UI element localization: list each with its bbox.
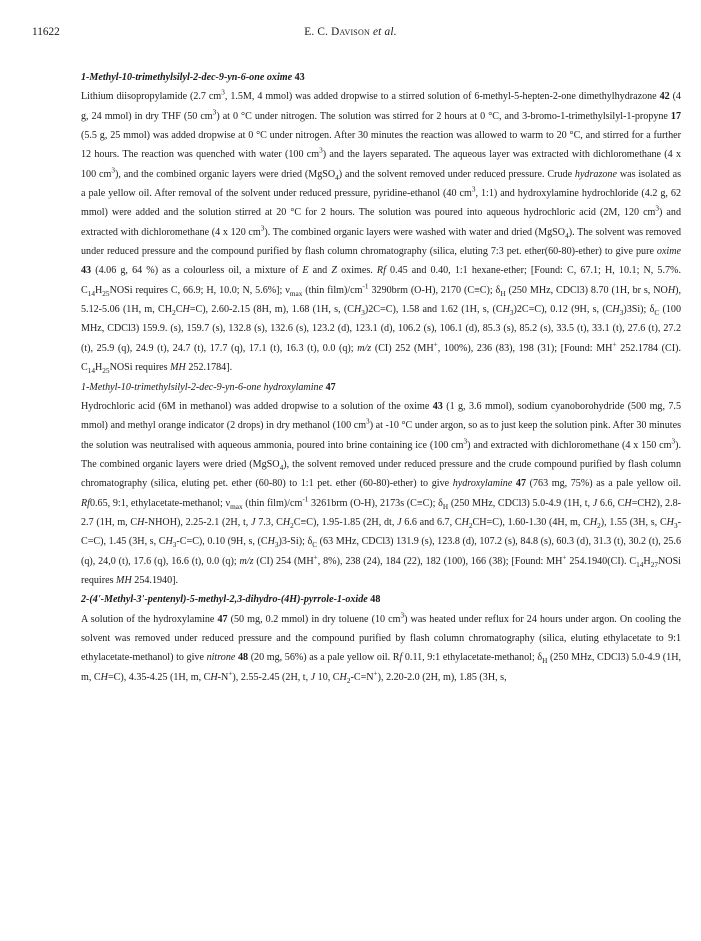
compound-48-heading xyxy=(81,590,681,609)
text-run: (63 MHz, CDCl3) 131.9 (s), 123.8 (d), 107.2 (s), 84.8 (s), 60.3 (d), 31.3 (t), 30.2 (t), 25.6 (q), 24,0 (t), 17.6 (q), 16.6 (t), 0.0 (q); xyxy=(81,536,681,567)
text-run: 3 xyxy=(463,437,468,446)
text-run: H xyxy=(612,304,620,316)
text-run: 3 xyxy=(111,166,115,175)
text-run: (5.5 g, 25 mmol) was added dropwise at 0 °C under nitrogen. After 30 minutes the reaction was allowed to warm to 20 °C, and stirred for a further 12 hours. The reaction was quenched with water (100 cm xyxy=(81,130,681,161)
text-run: 4 xyxy=(335,173,339,182)
text-run: H xyxy=(182,304,190,316)
text-run: MH xyxy=(170,362,186,374)
text-run: + xyxy=(433,340,438,349)
text-run: m/z xyxy=(239,555,254,567)
text-run: 47 xyxy=(515,478,527,490)
text-run: E xyxy=(302,265,309,277)
text-run: 3 xyxy=(221,88,225,97)
text-run: 6.6, C xyxy=(597,497,625,509)
text-run: J xyxy=(251,516,256,528)
text-run: 25 xyxy=(102,367,110,376)
text-run: 0.65, 9:1, ethylacetate-methanol; ν xyxy=(89,497,231,509)
text-run: 3 xyxy=(366,417,370,426)
text-run: oxime xyxy=(656,246,681,258)
text-run: 6.6 and 6.7, C xyxy=(401,516,462,528)
text-run: and xyxy=(308,265,332,277)
text-run: H xyxy=(95,362,103,374)
text-run: 3 xyxy=(673,521,678,530)
text-run: C xyxy=(312,541,318,550)
text-run: 2 xyxy=(468,521,473,530)
text-run: max xyxy=(230,502,243,511)
text-run: -1 xyxy=(362,282,369,291)
text-run: hydroxylamine xyxy=(452,478,513,490)
text-run: oximes. xyxy=(336,265,377,277)
text-run: -C=C), 1.45 (3H, s, C xyxy=(81,516,681,548)
text-run: 1-Methyl-10-trimethylsilyl-2-dec-9-yn-6-one hydroxylamine xyxy=(81,381,326,393)
text-run: (20 mg, 56%) as a pale yellow oil. R xyxy=(248,652,400,664)
text-run: 3 xyxy=(319,147,323,156)
compound-43-procedure xyxy=(81,87,681,377)
text-run: )3-Si); δ xyxy=(278,536,313,548)
text-run: C xyxy=(175,304,183,316)
text-run: Z xyxy=(331,265,337,277)
text-run: 3 xyxy=(212,108,217,117)
text-run: NOSi requires C, 66.9; H, 10.0; N, 5.6%]; ν xyxy=(109,284,290,296)
text-run: + xyxy=(562,553,567,562)
text-run: (CI) 252 (MH xyxy=(371,342,434,354)
text-run: 25 xyxy=(102,289,110,298)
text-run: nitrone xyxy=(206,652,236,664)
text-run: 43 xyxy=(432,400,443,412)
text-run: (4 g, 24 mmol) in dry THF (50 cm xyxy=(81,91,681,122)
text-run: 10, C xyxy=(315,671,340,683)
text-run: )3Si); δ xyxy=(623,304,655,316)
text-run: ) was heated under reflux for 24 hours under argon. On cooling the solvent was removed under reduced pressure and the compound purified by flash column chromatography (silica, eluting ethylacetate to 9:1 ethylacetate-methanol) to give xyxy=(81,613,681,664)
text-run: H xyxy=(442,502,449,511)
text-run: -N xyxy=(217,671,229,683)
text-run: 252.1784]. xyxy=(185,362,233,374)
text-run: ). The solvent was removed under reduced pressure and the compound purified by flash column chromatography (silica, eluting 7:3 pet. ether(60-80)-ether) to give pure xyxy=(81,226,681,258)
text-run: 3 xyxy=(471,185,476,194)
text-run: MH xyxy=(116,574,132,586)
text-run: H xyxy=(502,304,510,316)
text-run: )2C=C), 0.12 (9H, s, (C xyxy=(513,304,613,316)
text-run: 4 xyxy=(279,463,284,472)
text-run: =C), 4.35-4.25 (1H, m, C xyxy=(107,671,211,683)
text-run: ). The combined organic layers were washed with water and dried (MgSO xyxy=(264,226,566,238)
text-run: (250 MHz, CDCl3) 8.70 (1H, br s, NO xyxy=(505,284,668,296)
text-run: 7.3, C xyxy=(255,516,283,528)
text-run: H xyxy=(589,516,598,528)
text-run: C≡C), 1.95-1.85 (2H, dt, xyxy=(293,516,398,528)
text-run: H xyxy=(210,671,218,683)
text-run: + xyxy=(313,553,318,562)
text-run: H xyxy=(643,555,651,567)
text-run: 252.1784 (CI). C xyxy=(81,342,681,374)
text-run: ) and extracted with dichloromethane (4 x 120 cm xyxy=(81,207,681,238)
text-run: 43 xyxy=(294,72,305,83)
text-run: 3 xyxy=(361,309,365,318)
text-run: 2 xyxy=(290,521,294,530)
text-run: , 8%), 238 (24), 184 (22), 182 (100), 166 (38); [Found: MH xyxy=(317,555,563,567)
text-run: H xyxy=(353,304,362,316)
text-run: ), 2.55-2.45 (2H, t, xyxy=(232,671,311,683)
text-run: + xyxy=(612,340,617,349)
text-run: 48 xyxy=(370,594,381,606)
text-run: 3261brm (O-H), 2173s (C≡C); δ xyxy=(308,497,443,509)
text-run: 2 xyxy=(172,309,176,318)
text-run: H xyxy=(461,516,469,528)
text-run: 3 xyxy=(172,541,177,550)
text-run: ). The combined organic layers were dried (MgSO xyxy=(81,439,681,470)
text-run: (250 MHz, CDCl3) 5.0-4.9 (1H, m, C xyxy=(81,652,682,683)
text-run: =CH2), 2.8-2.7 (1H, m, C xyxy=(81,497,681,528)
text-run: 47 xyxy=(217,613,228,625)
text-run: (CI) 254 (MH xyxy=(253,555,314,567)
text-run: , 1.5M, 4 mmol) was added dropwise to a stirred solution of 6-methyl-5-hepten-2-one dimethylhydrazone xyxy=(224,91,660,103)
text-run: 0.11, 9:1 ethylacetate-methanol; δ xyxy=(402,652,543,664)
text-run: + xyxy=(228,669,233,678)
text-run: H xyxy=(667,284,676,296)
text-run: ), 2.20-2.0 (2H, m), 1.85 (3H, s, xyxy=(377,671,507,683)
text-run: A solution of the hydroxylamine xyxy=(81,613,218,625)
text-run: ) and the layers separated. The aqueous layer was extracted with dichloromethane (4 x 100 cm xyxy=(81,149,681,180)
text-run: (250 MHz, CDCl3) 5.0-4.9 (1H, t, xyxy=(448,497,593,509)
text-run: ), 5.12-5.06 (1H, m, CH xyxy=(81,284,681,316)
page-number: 11622 xyxy=(32,26,60,38)
text-run: (thin film)/cm xyxy=(242,497,303,509)
text-run: 27 xyxy=(650,560,658,569)
text-run: 254.1940]. xyxy=(131,574,179,586)
text-run: J xyxy=(397,516,402,528)
compound-43-heading xyxy=(81,68,681,87)
text-run: was isolated as a pale yellow oil. After removal of the solvent under reduced pressure, pyridine-ethanol (40 cm xyxy=(81,168,682,200)
text-run: 4 xyxy=(565,231,569,240)
text-run: 47 xyxy=(325,381,336,393)
text-run: H xyxy=(95,284,103,296)
text-run: ), and the combined organic layers were dried (MgSO xyxy=(114,168,336,180)
text-run: H xyxy=(165,536,173,548)
text-run: m/z xyxy=(357,342,372,354)
text-run: 3 xyxy=(619,309,624,318)
text-run: 2 xyxy=(597,521,601,530)
text-run: 14 xyxy=(87,289,95,298)
text-run: H xyxy=(624,497,632,509)
text-run: H xyxy=(542,657,548,666)
text-run: + xyxy=(373,669,378,678)
text-run: ), 1.55 (3H, s, C xyxy=(600,516,667,528)
text-run: H xyxy=(100,671,108,683)
text-run: 3 xyxy=(655,205,660,214)
text-run: ), the solvent removed under reduced pressure and the crude compound purified by flash column chromatography (silica, eluting pet. ether (60-80) to 1:1 pet. ether (60-80)-ether) to give xyxy=(81,458,681,490)
text-run: Rf xyxy=(376,265,386,277)
running-header-author: E. C. Davison xyxy=(304,26,370,38)
experimental-text xyxy=(81,68,681,687)
text-run: 3290brm (O-H), 2170 (C≡C); δ xyxy=(368,284,501,296)
text-run: 3 xyxy=(671,437,676,446)
text-run: max xyxy=(289,289,303,298)
text-run: C xyxy=(654,309,660,318)
text-run: 2 xyxy=(346,676,351,685)
text-run: 14 xyxy=(87,367,95,376)
text-run: 14 xyxy=(636,560,644,569)
compound-47-heading xyxy=(81,378,681,397)
compound-47-procedure xyxy=(81,397,681,590)
text-run: f xyxy=(399,652,403,664)
text-run: ) at -10 °C under argon, so as to just keep the solution pink. After 30 minutes the solution was neutralised with aqueous ammonia, poured into brine containing ice (100 cm xyxy=(81,420,681,451)
text-run: Lithium diisopropylamide (2.7 cm xyxy=(81,91,222,103)
text-run: H xyxy=(339,671,347,683)
text-run: 43 xyxy=(81,265,92,277)
text-run: (4.06 g, 64 %) as a colourless oil, a mixture of xyxy=(91,265,303,277)
text-run: H xyxy=(500,289,506,298)
text-run: )2C=C), 1.58 and 1.62 (1H, s, (C xyxy=(364,304,503,316)
text-run: Hydrochloric acid (6M in methanol) was added dropwise to a solution of the oxime xyxy=(81,400,433,412)
text-run: 3 xyxy=(509,309,514,318)
text-run: 254.1940(CI). C xyxy=(566,555,637,567)
text-run: -1 xyxy=(302,495,309,504)
text-run: H xyxy=(282,516,291,528)
text-run: J xyxy=(310,671,316,683)
compound-48-procedure xyxy=(81,610,681,687)
text-run: hydrazone xyxy=(574,168,617,180)
text-run: NOSi requires xyxy=(81,555,681,586)
text-run: -NHOH), 2.25-2.1 (2H, t, xyxy=(144,516,252,528)
text-run: (thin film)/cm xyxy=(302,284,363,296)
text-run: ) and extracted with dichloromethane (4 x 150 cm xyxy=(467,439,672,451)
text-run: =C), 2.60-2.15 (8H, m), 1.68 (1H, s, (C xyxy=(189,304,354,316)
text-run: ) at 0 °C under nitrogen. The solution was stirred for 2 hours at 0 °C, and 3-bromo-1-trimethylsilyl-1-propyne xyxy=(216,110,671,122)
text-run: (1 g, 3.6 mmol), sodium cyanoborohydride (500 mg, 7.5 mmol) and methyl orange indicator (2 drops) in dry methanol (100 cm xyxy=(81,400,681,432)
text-run: -C=N xyxy=(350,671,374,683)
text-run: J xyxy=(592,497,598,509)
text-run: 1-Methyl-10-trimethylsilyl-2-dec-9-yn-6-one oxime xyxy=(81,72,295,83)
running-header xyxy=(0,26,701,38)
text-run: H xyxy=(267,536,275,548)
text-run: 3 xyxy=(274,541,279,550)
text-run: ) and the solvent removed under reduced pressure. Crude xyxy=(338,168,575,180)
text-run: Rf xyxy=(81,497,90,509)
text-run: 17 xyxy=(670,110,681,122)
text-run: , 100%), 236 (83), 198 (31); [Found: MH xyxy=(437,342,613,354)
text-run: 3 xyxy=(400,611,405,620)
text-run: CH=C), 1.60-1.30 (4H, m, C xyxy=(472,516,590,528)
text-run: 48 xyxy=(237,652,249,664)
text-run: (50 mg, 0.2 mmol) in dry toluene (10 cm xyxy=(227,613,401,625)
text-run: -C=C), 0.10 (9H, s, (C xyxy=(176,536,268,548)
text-run: (100 MHz, CDCl3) 159.9. (s), 159.7 (s), 132.8 (s), 132.6 (s), 123.2 (d), 123.1 (d), 106.2 (s), 106.1 (d), 85.3 (s), 85.2 (s), 33.5 (t), 33.1 (t), 27.6 (t), 27.2 (t), 25.9 (q), 24.9 (t), 24.7 (t), 17.7 (q), 17.1 (t), 16.3 (t), 0.0 (q); xyxy=(81,304,681,354)
text-run: 2-(4'-Methyl-3'-pentenyl)-5-methyl-2,3-dihydro-(4H)-pyrrole-1-oxide xyxy=(81,594,371,606)
running-header-etal: et al. xyxy=(372,26,397,38)
text-run: H xyxy=(666,516,674,528)
text-run: , 1:1) and hydroxylamine hydrochloride (4.2 g, 62 mmol) were added and the solution stirred at 20 °C for 2 hours. The solution was poured into aqueous hydrochloric acid (2M, 120 cm xyxy=(81,188,681,219)
text-run: (763 mg, 75%) as a pale yellow oil. xyxy=(526,478,681,490)
text-run: 0.45 and 0.40, 1:1 hexane-ether; [Found: C, 67.1; H, 10.1; N, 5.7%. C xyxy=(81,265,681,296)
text-run: 3 xyxy=(260,224,265,233)
text-run: 42 xyxy=(659,91,670,103)
text-run: H xyxy=(137,516,145,528)
text-run: NOSi requires xyxy=(109,362,171,374)
